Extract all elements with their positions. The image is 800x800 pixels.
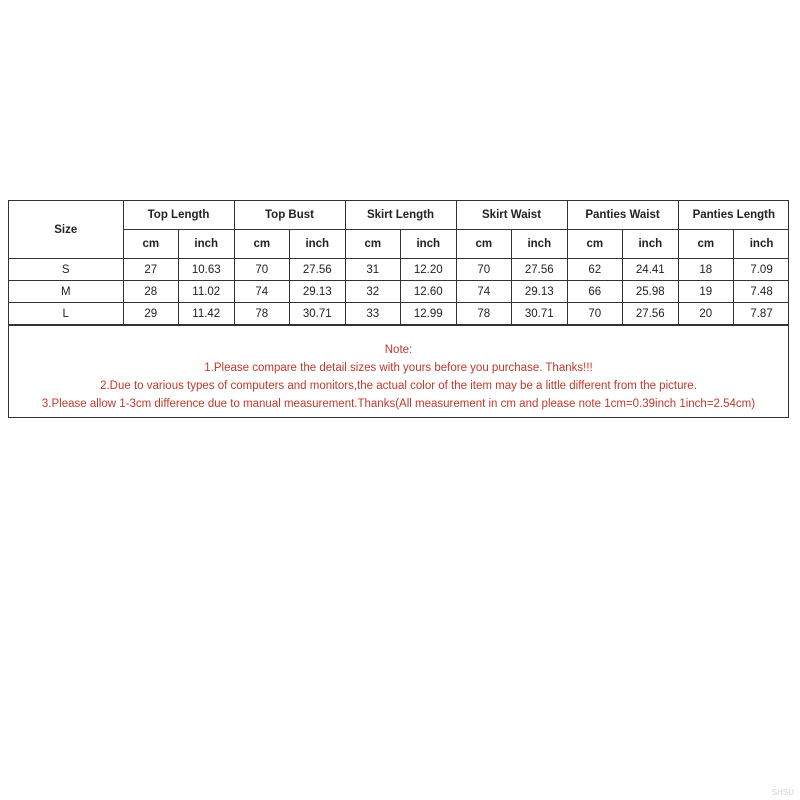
column-group-top-bust: Top Bust [234, 201, 345, 230]
unit-header-inch: inch [512, 230, 568, 259]
table-cell: 30.71 [290, 303, 346, 325]
table-cell: 25.98 [623, 281, 679, 303]
table-cell: 29 [123, 303, 179, 325]
table-cell: 30.71 [512, 303, 568, 325]
table-cell: 19 [678, 281, 734, 303]
header-row-groups [9, 201, 789, 230]
table-cell: 7.09 [734, 259, 790, 281]
size-chart [8, 200, 789, 418]
table-cell: 20 [678, 303, 734, 325]
unit-header-inch: inch [734, 230, 790, 259]
table-cell: 32 [345, 281, 401, 303]
table-cell: 74 [234, 281, 290, 303]
table-cell: 27 [123, 259, 179, 281]
table-cell: 27.56 [512, 259, 568, 281]
table-cell: 18 [678, 259, 734, 281]
size-cell: M [9, 281, 123, 303]
table-row-size-l [9, 303, 789, 325]
table-cell: 12.99 [401, 303, 457, 325]
column-group-top-length: Top Length [123, 201, 234, 230]
unit-header-inch: inch [179, 230, 235, 259]
table-row-size-m [9, 281, 789, 303]
column-group-skirt-waist: Skirt Waist [456, 201, 567, 230]
table-cell: 12.60 [401, 281, 457, 303]
table-cell: 11.02 [179, 281, 235, 303]
unit-header-cm: cm [678, 230, 734, 259]
watermark-text: SHSU [771, 788, 794, 797]
table-cell: 33 [345, 303, 401, 325]
table-cell: 28 [123, 281, 179, 303]
table-cell: 31 [345, 259, 401, 281]
table-cell: 29.13 [290, 281, 346, 303]
table-cell: 70 [234, 259, 290, 281]
column-group-panties-waist: Panties Waist [567, 201, 678, 230]
note-line-3: 3.Please allow 1-3cm difference due to manual measurement.Thanks(All measurement in cm and please note 1cm=0.39inch 1inch=2.54cm) [41, 398, 756, 410]
notes-section [9, 325, 788, 417]
table-cell: 62 [567, 259, 623, 281]
size-cell: L [9, 303, 123, 325]
table-cell: 70 [567, 303, 623, 325]
table-cell: 7.48 [734, 281, 790, 303]
unit-header-inch: inch [401, 230, 457, 259]
unit-header-cm: cm [123, 230, 179, 259]
column-group-skirt-length: Skirt Length [345, 201, 456, 230]
note-line-2: 2.Due to various types of computers and monitors,the actual color of the item may be a little different from the picture. [100, 380, 697, 392]
unit-header-inch: inch [290, 230, 346, 259]
table-cell: 12.20 [401, 259, 457, 281]
table-cell: 27.56 [623, 303, 679, 325]
table-cell: 11.42 [179, 303, 235, 325]
table-cell: 74 [456, 281, 512, 303]
note-line-1: 1.Please compare the detail sizes with yours before you purchase. Thanks!!! [204, 362, 593, 374]
table-cell: 29.13 [512, 281, 568, 303]
unit-header-cm: cm [345, 230, 401, 259]
table-cell: 27.56 [290, 259, 346, 281]
notes-title: Note: [384, 344, 413, 356]
table-cell: 10.63 [179, 259, 235, 281]
table-cell: 78 [234, 303, 290, 325]
unit-header-cm: cm [456, 230, 512, 259]
column-group-panties-length: Panties Length [678, 201, 789, 230]
size-column-header: Size [9, 201, 123, 259]
table-cell: 7.87 [734, 303, 790, 325]
header-row-units [9, 230, 789, 259]
unit-header-inch: inch [623, 230, 679, 259]
size-cell: S [9, 259, 123, 281]
size-table [9, 201, 789, 325]
unit-header-cm: cm [567, 230, 623, 259]
table-row-size-s [9, 259, 789, 281]
table-cell: 66 [567, 281, 623, 303]
table-cell: 24.41 [623, 259, 679, 281]
table-cell: 70 [456, 259, 512, 281]
table-cell: 78 [456, 303, 512, 325]
unit-header-cm: cm [234, 230, 290, 259]
